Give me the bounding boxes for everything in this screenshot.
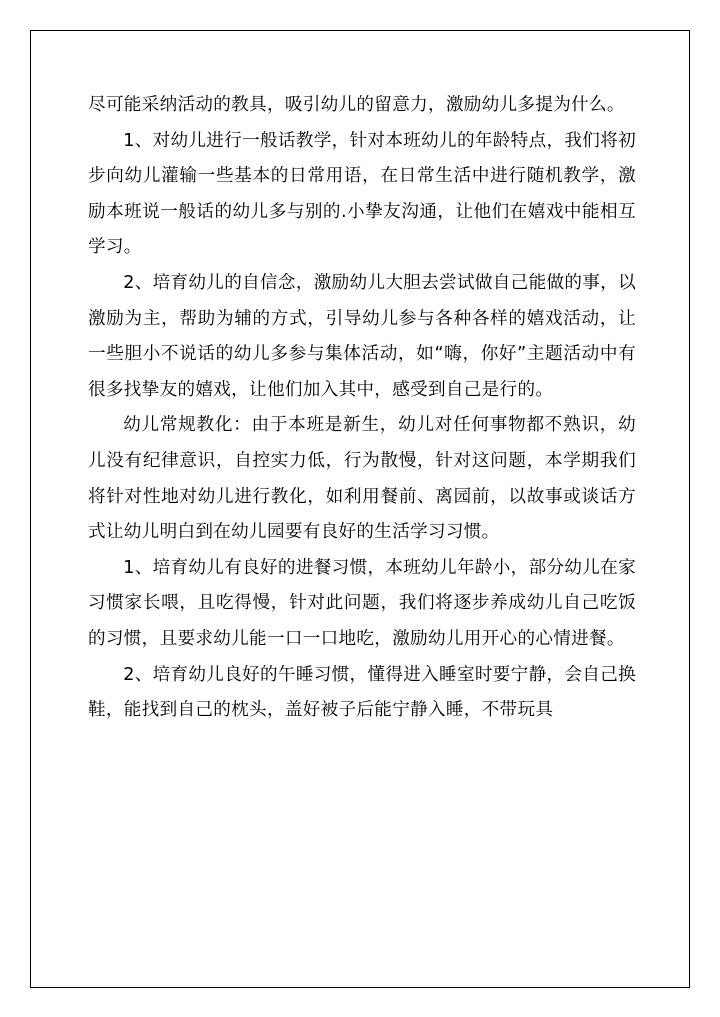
document-body [88,88,636,729]
paragraph-eating-habits: 1、培育幼儿有良好的进餐习惯，本班幼儿年龄小，部分幼儿在家习惯家长喂，且吃得慢，针对此问题，我们将逐步养成幼儿自己吃饭的习惯，且要求幼儿能一口一口地吃，激励幼儿用开心的心情进餐。 [88,557,636,649]
paragraph-mandarin-teaching: 1、对幼儿进行一般话教学，针对本班幼儿的年龄特点，我们将初步向幼儿灌输一些基本的日常用语，在日常生活中进行随机教学，激励本班说一般话的幼儿多与别的.小挚友沟通，让他们在嬉戏中能相互学习。 [88,130,636,258]
paragraph-routine-education: 幼儿常规教化：由于本班是新生，幼儿对任何事物都不熟识，幼儿没有纪律意识，自控实力低，行为散慢，针对这问题，本学期我们将针对性地对幼儿进行教化，如利用餐前、离园前，以故事或谈话方式让幼儿明白到在幼儿园要有良好的生活学习习惯。 [88,415,636,543]
paragraph-confidence: 2、培育幼儿的自信念，激励幼儿大胆去尝试做自己能做的事，以激励为主，帮助为辅的方式，引导幼儿参与各种各样的嬉戏活动，让一些胆小不说话的幼儿多参与集体活动，如“嗨，你好”主题活动中有很多找挚友的嬉戏，让他们加入其中，感受到自己是行的。 [88,272,636,400]
paragraph-continuation: 尽可能采纳活动的教具，吸引幼儿的留意力，激励幼儿多提为什么。 [88,95,625,115]
paragraph-nap-habits: 2、培育幼儿良好的午睡习惯，懂得进入睡室时要宁静，会自己换鞋，能找到自己的枕头，盖好被子后能宁静入睡，不带玩具 [88,664,636,721]
